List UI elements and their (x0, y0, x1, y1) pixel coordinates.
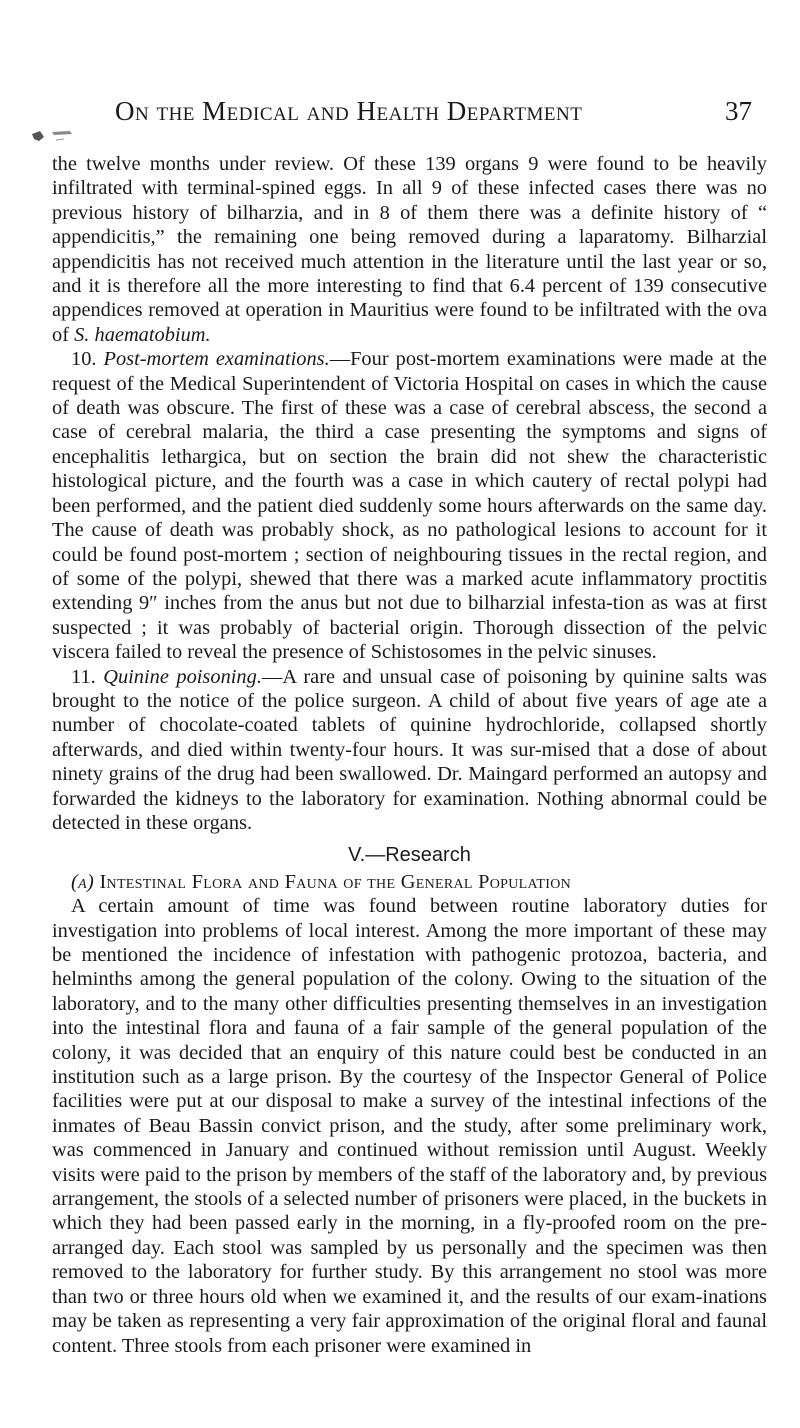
section-heading-research: V.—Research (348, 844, 471, 867)
page-number: 37 (725, 96, 752, 126)
paragraph-post-mortem: 10. Post-mortem examinations.—Four post-mortem examinations were made at the request of the Medical Superintendent of Victoria Hospital on cases in which the cause of death was obscure. The first of these was a case of cerebral abscess, the second a case of cerebral malaria, the third a case presenting the symptoms and signs of encephalitis lethargica, but on section the brain did not shew the characteristic histological picture, and the fourth was a case in which cautery of rectal polypi had been performed, and the patient died suddenly some hours afterwards on the same day. The cause of death was probably shock, as no pathological lesions to account for it could be found post-mortem ; section of neighbouring tissues in the rectal region, and of some of the polypi, shewed that there was a marked acute inflammatory proctitis extending 9″ inches from the anus but not due to bilharzial infesta-tion as was at first suspected ; it was probably of bacterial origin. Thorough dissection of the pelvic viscera failed to reveal the presence of Schistosomes in the pelvic sinuses. (52, 348, 767, 664)
library-stamp-mark (30, 128, 90, 150)
body-text (52, 152, 767, 1358)
running-head: On the Medical and Health Department (115, 96, 583, 126)
paragraph-intestinal-study: A certain amount of time was found between routine laboratory duties for investigation into problems of local interest. Among the more important of these may be mentioned the incidence of infestation with pathogenic protozoa, bacteria, and helminths among the general population of the colony. Owing to the situation of the laboratory, and to the many other difficulties presenting themselves in an investigation into the intestinal flora and fauna of a fair sample of the general population of the colony, it was decided that an enquiry of this nature could best be conducted in an institution such as a large prison. By the courtesy of the Inspector General of Police facilities were put at our disposal to make a survey of the intestinal infections of the inmates of Beau Bassin convict prison, and the study, after some preliminary work, was commenced in January and continued without remission until August. Weekly visits were paid to the prison by members of the staff of the laboratory and, by previous arrangement, the stools of a selected number of prisoners were placed, in the buckets in which they had been passed early in the morning, in a fly-proofed room on the pre-arranged day. Each stool was sampled by us personally and the specimen was then removed to the laboratory for further study. By this arrangement no stool was more than two or three hours old when we examined it, and the results of our exam-inations may be taken as representing a very fair approximation of the original floral and faunal content. Three stools from each prisoner were examined in (52, 895, 767, 1357)
subsection-heading: (a) Intestinal Flora and Fauna of the General Population (71, 870, 572, 893)
paragraph-quinine: 11. Quinine poisoning.—A rare and unsual case of poisoning by quinine salts was brought to the notice of the police surgeon. A child of about five years of age ate a number of chocolate-coated tablets of quinine hydrochloride, collapsed shortly afterwards, and died within twenty-four hours. It was sur-mised that a dose of about ninety grains of the drug had been swallowed. Dr. Maingard performed an autopsy and forwarded the kidneys to the laboratory for examination. Nothing abnormal could be detected in these organs. (52, 665, 767, 834)
paragraph-appendicitis: the twelve months under review. Of these 139 organs 9 were found to be heavily infiltrated with terminal-spined eggs. In all 9 of these infected cases there was no previous history of bilharzia, and in 8 of them there was a definite history of “ appendicitis,” the remaining one being removed during a laparatomy. Bilharzial appendicitis has not received much attention in the literature until the last year or so, and it is therefore all the more interesting to find that 6.4 percent of 139 consecutive appendices removed at operation in Mauritius were found to be infiltrated with the ova of S. haematobium. (52, 153, 767, 346)
